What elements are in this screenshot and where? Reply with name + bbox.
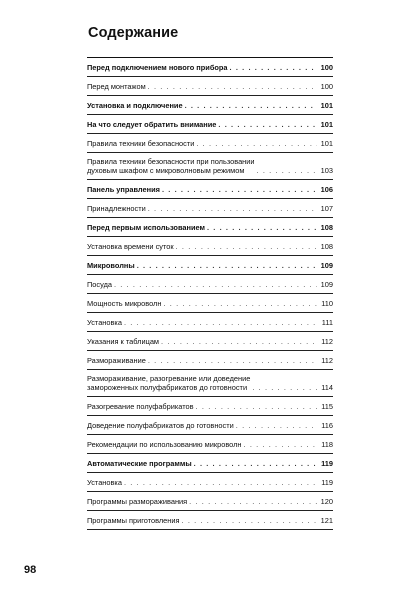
toc-entry[interactable] — [87, 275, 333, 294]
toc-entry-page: 108 — [320, 242, 333, 251]
toc-entry-page: 119 — [321, 459, 333, 468]
dot-leader — [194, 459, 317, 468]
toc-entry[interactable] — [87, 199, 333, 218]
toc-entry[interactable] — [87, 435, 333, 454]
dot-leader — [137, 261, 317, 270]
toc-entry-page: 115 — [321, 402, 333, 411]
toc-entry[interactable] — [87, 256, 333, 275]
toc-entry-page: 114 — [321, 383, 333, 392]
dot-leader — [148, 356, 317, 365]
toc-entry[interactable] — [87, 153, 333, 180]
toc-entry[interactable] — [87, 96, 333, 115]
toc-entry-title: Программы приготовления — [87, 516, 180, 525]
dot-leader — [236, 421, 317, 430]
dot-leader — [252, 383, 317, 392]
toc-entry[interactable] — [87, 397, 333, 416]
toc-entry-title: Перед первым использованием — [87, 223, 205, 232]
page-number: 98 — [24, 564, 37, 576]
toc-entry-title: Разогревание полуфабрикатов — [87, 402, 194, 411]
toc-entry-title: Установка времени суток — [87, 242, 174, 251]
toc-entry-page: 118 — [321, 440, 333, 449]
toc-entry-title: Автоматические программы — [87, 459, 192, 468]
toc-entry[interactable] — [87, 511, 333, 530]
dot-leader — [185, 101, 317, 110]
toc-entry-page: 109 — [320, 280, 333, 289]
table-of-contents — [87, 57, 333, 530]
dot-leader — [148, 204, 317, 213]
toc-entry-title: Панель управления — [87, 185, 160, 194]
toc-entry-title: Программы размораживания — [87, 497, 188, 506]
toc-entry-page: 108 — [320, 223, 333, 232]
toc-entry-page: 100 — [320, 63, 333, 72]
toc-entry[interactable] — [87, 77, 333, 96]
toc-entry-title: Посуда — [87, 280, 112, 289]
toc-entry-title — [87, 374, 250, 392]
toc-entry-title: Установка — [87, 318, 122, 327]
toc-entry-page: 121 — [320, 516, 333, 525]
dot-leader — [196, 139, 317, 148]
toc-entry[interactable] — [87, 134, 333, 153]
toc-entry[interactable] — [87, 313, 333, 332]
toc-entry[interactable] — [87, 454, 333, 473]
toc-entry-title: Рекомендации по использованию микроволн — [87, 440, 242, 449]
dot-leader — [182, 516, 317, 525]
dot-leader — [176, 242, 317, 251]
toc-entry-title: Размораживание — [87, 356, 146, 365]
toc-entry-title — [87, 157, 255, 175]
dot-leader — [218, 120, 317, 129]
toc-entry[interactable] — [87, 370, 333, 397]
toc-entry-page: 119 — [321, 478, 333, 487]
dot-leader — [162, 185, 317, 194]
toc-entry-page: 109 — [320, 261, 333, 270]
dot-leader — [114, 280, 317, 289]
dot-leader — [161, 337, 317, 346]
toc-entry[interactable] — [87, 332, 333, 351]
toc-entry-title: Перед монтажом — [87, 82, 146, 91]
toc-entry[interactable] — [87, 237, 333, 256]
toc-entry-title: Перед подключением нового прибора — [87, 63, 228, 72]
toc-entry-line-1: Размораживание, разогревание или доведение — [87, 374, 251, 383]
toc-entry-page: 107 — [320, 204, 333, 213]
toc-entry-line-2: замороженных полуфабрикатов до готовности — [87, 383, 248, 392]
page-title: Содержание — [88, 25, 179, 41]
toc-entry-title: Установка — [87, 478, 122, 487]
toc-entry-page: 120 — [320, 497, 333, 506]
toc-entry-title: Мощность микроволн — [87, 299, 162, 308]
dot-leader — [163, 299, 317, 308]
toc-entry-page: 106 — [320, 185, 333, 194]
toc-entry-page: 101 — [320, 139, 333, 148]
dot-leader — [244, 440, 317, 449]
toc-entry[interactable] — [87, 294, 333, 313]
dot-leader — [230, 63, 317, 72]
toc-entry-page: 103 — [320, 166, 333, 175]
toc-entry[interactable] — [87, 416, 333, 435]
toc-entry-page: 100 — [320, 82, 333, 91]
dot-leader — [124, 478, 317, 487]
dot-leader — [124, 318, 317, 327]
toc-entry-title: Доведение полуфабрикатов до готовности — [87, 421, 234, 430]
dot-leader — [207, 223, 317, 232]
toc-entry-page: 112 — [321, 356, 333, 365]
toc-entry-page: 116 — [321, 421, 333, 430]
toc-entry-title: На что следует обратить внимание — [87, 120, 217, 129]
toc-entry-title: Установка и подключение — [87, 101, 183, 110]
toc-entry-title: Принадлежности — [87, 204, 146, 213]
toc-entry-line-1: Правила техники безопасности при пользовании — [87, 157, 255, 166]
toc-entry-title: Правила техники безопасности — [87, 139, 195, 148]
toc-entry-page: 101 — [320, 120, 333, 129]
toc-entry-line-2: духовым шкафом с микроволновым режимом — [87, 166, 245, 175]
toc-entry[interactable] — [87, 492, 333, 511]
toc-entry-page: 112 — [321, 337, 333, 346]
toc-entry[interactable] — [87, 473, 333, 492]
toc-entry[interactable] — [87, 218, 333, 237]
toc-entry-title: Микроволны — [87, 261, 135, 270]
toc-entry[interactable] — [87, 58, 333, 77]
toc-entry-page: 110 — [321, 299, 333, 308]
dot-leader — [189, 497, 317, 506]
toc-entry[interactable] — [87, 115, 333, 134]
toc-entry[interactable] — [87, 351, 333, 370]
dot-leader — [148, 82, 317, 91]
dot-leader — [257, 166, 317, 175]
toc-entry[interactable] — [87, 180, 333, 199]
toc-entry-title: Указания к таблицам — [87, 337, 160, 346]
toc-entry-page: 111 — [321, 318, 333, 327]
dot-leader — [196, 402, 317, 411]
toc-entry-page: 101 — [320, 101, 333, 110]
